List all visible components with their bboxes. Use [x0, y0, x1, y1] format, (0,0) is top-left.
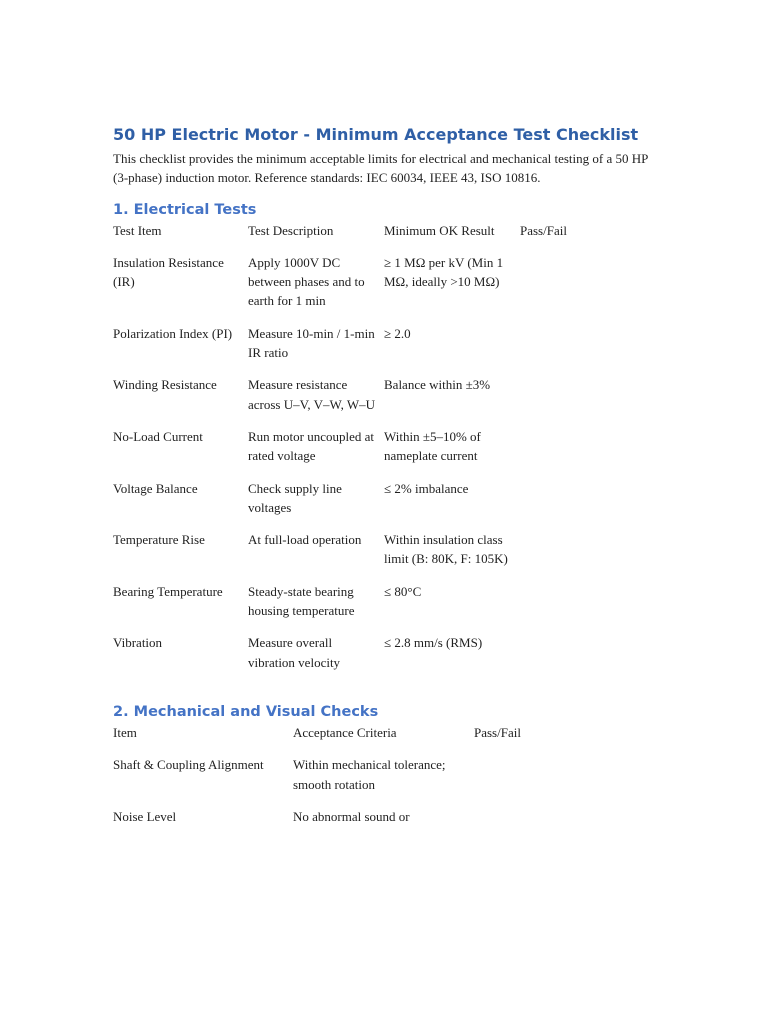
pass-fail-cell [520, 253, 588, 324]
minimum-ok-result-cell: Balance within ±3% [384, 377, 491, 393]
document-title: 50 HP Electric Motor - Minimum Acceptance Test Checklist [113, 125, 639, 144]
pass-fail-cell [520, 530, 588, 582]
minimum-ok-result-cell: ≥ 2.0 [384, 325, 411, 341]
test-item-cell: Voltage Balance [113, 480, 198, 496]
header-pass-fail: Pass/Fail [520, 222, 567, 238]
minimum-ok-result-cell: Within insulation class limit (B: 80K, F: 105K) [384, 532, 508, 567]
header-pass-fail: Pass/Fail [474, 724, 521, 740]
table-row [113, 253, 588, 324]
section-spacer [113, 685, 658, 702]
minimum-ok-result-cell: ≤ 80°C [384, 583, 422, 599]
electrical-tests-table [113, 221, 588, 685]
header-minimum-ok-result: Minimum OK Result [384, 222, 495, 238]
pass-fail-cell [474, 755, 553, 807]
minimum-ok-result-cell: Within ±5–10% of nameplate current [384, 428, 481, 464]
test-description-cell: Apply 1000V DC between phases and to earth for 1 min [248, 254, 365, 309]
pass-fail-cell [520, 375, 588, 427]
table-row [113, 633, 588, 685]
mechanical-checks-heading: 2. Mechanical and Visual Checks [113, 703, 379, 720]
table-row [113, 427, 588, 479]
pass-fail-cell [520, 582, 588, 634]
test-item-cell: Temperature Rise [113, 532, 205, 548]
test-description-cell: Steady-state bearing housing temperature [248, 583, 355, 619]
test-description-cell: Run motor uncoupled at rated voltage [248, 428, 375, 464]
test-item-cell: Insulation Resistance (IR) [113, 254, 224, 290]
test-description-cell: At full-load operation [248, 532, 362, 548]
test-item-cell: Polarization Index (PI) [113, 325, 233, 341]
header-acceptance-criteria: Acceptance Criteria [293, 724, 397, 740]
table-row [113, 755, 553, 807]
minimum-ok-result-cell: ≥ 1 MΩ per kV (Min 1 MΩ, ideally >10 MΩ) [384, 254, 504, 290]
test-description-cell: Measure overall vibration velocity [248, 635, 341, 670]
table-row [113, 530, 588, 582]
pass-fail-cell [520, 633, 588, 685]
item-cell: Noise Level [113, 808, 177, 824]
header-item: Item [113, 724, 137, 740]
pass-fail-cell [474, 807, 553, 839]
mechanical-header-row [113, 723, 553, 755]
minimum-ok-result-cell: ≤ 2.8 mm/s (RMS) [384, 635, 483, 651]
pass-fail-cell [520, 427, 588, 479]
acceptance-criteria-cell: No abnormal sound or [293, 808, 410, 824]
test-item-cell: Vibration [113, 635, 163, 651]
electrical-tests-heading: 1. Electrical Tests [113, 201, 257, 218]
pass-fail-cell [520, 324, 588, 376]
header-test-item: Test Item [113, 222, 162, 238]
table-row [113, 479, 588, 531]
test-item-cell: Winding Resistance [113, 377, 217, 393]
test-item-cell: No-Load Current [113, 428, 203, 444]
header-test-description: Test Description [248, 222, 334, 238]
table-row [113, 807, 553, 839]
test-description-cell: Measure 10-min / 1-min IR ratio [248, 325, 375, 361]
minimum-ok-result-cell: ≤ 2% imbalance [384, 480, 469, 496]
item-cell: Shaft & Coupling Alignment [113, 757, 264, 773]
test-description-cell: Measure resistance across U–V, V–W, W–U [248, 377, 375, 412]
table-row [113, 582, 588, 634]
electrical-header-row [113, 221, 588, 253]
test-description-cell: Check supply line voltages [248, 480, 342, 515]
document-body [113, 124, 658, 839]
table-row [113, 324, 588, 376]
pass-fail-cell [520, 479, 588, 531]
acceptance-criteria-cell: Within mechanical tolerance; smooth rotation [293, 757, 446, 792]
test-item-cell: Bearing Temperature [113, 583, 223, 599]
intro-paragraph: This checklist provides the minimum acceptable limits for electrical and mechanical testing of a 50 HP (3-phase) induction motor. Reference standards: IEC 60034, IEEE 43, ISO 10816. [113, 151, 648, 186]
mechanical-checks-table [113, 723, 553, 839]
table-row [113, 375, 588, 427]
